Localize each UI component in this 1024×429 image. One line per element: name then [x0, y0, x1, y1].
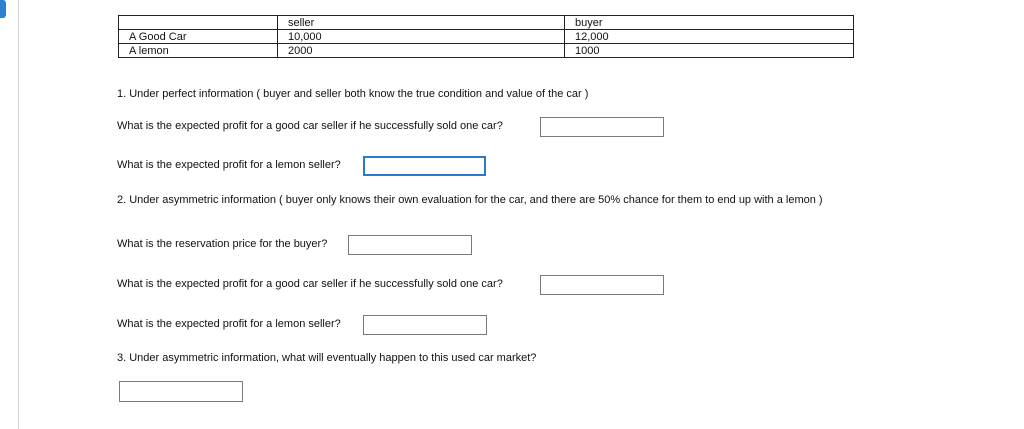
section2-heading: 2. Under asymmetric information ( buyer only knows their own evaluation for the car, and there are 50% chance for them to end up with a lemon ): [117, 194, 823, 206]
s1-lemon-profit-question: What is the expected profit for a lemon seller?: [117, 159, 341, 171]
table-header-buyer: buyer: [565, 16, 854, 30]
cut-off-text: [118, 0, 178, 2]
table-row: [119, 30, 854, 44]
s2-lemon-profit-input[interactable]: [363, 315, 487, 335]
row-label-lemon: A lemon: [119, 44, 278, 58]
s3-market-outcome-input[interactable]: [119, 381, 243, 402]
s2-reservation-price-input[interactable]: [348, 235, 472, 255]
s1-good-car-profit-input[interactable]: [540, 117, 664, 137]
good-car-buyer-value: 12,000: [565, 30, 854, 44]
car-value-table: [118, 15, 854, 58]
table-header-cell: [119, 16, 278, 30]
section3-heading: 3. Under asymmetric information, what will eventually happen to this used car market?: [117, 352, 537, 364]
table-row: [119, 44, 854, 58]
s2-lemon-profit-question: What is the expected profit for a lemon seller?: [117, 318, 341, 330]
s2-good-car-profit-input[interactable]: [540, 275, 664, 295]
table-header-row: [119, 16, 854, 30]
s2-good-car-profit-question: What is the expected profit for a good car seller if he successfully sold one car?: [117, 278, 503, 290]
s2-reservation-price-question: What is the reservation price for the buyer?: [117, 238, 328, 250]
s1-lemon-profit-input[interactable]: [363, 156, 486, 176]
section1-heading: 1. Under perfect information ( buyer and seller both know the true condition and value of the car ): [117, 88, 589, 100]
table-header-seller: seller: [278, 16, 565, 30]
lemon-buyer-value: 1000: [565, 44, 854, 58]
left-divider: [18, 0, 19, 429]
scroll-indicator[interactable]: [0, 0, 6, 18]
s1-good-car-profit-question: What is the expected profit for a good car seller if he successfully sold one car?: [117, 120, 503, 132]
row-label-good-car: A Good Car: [119, 30, 278, 44]
good-car-seller-value: 10,000: [278, 30, 565, 44]
lemon-seller-value: 2000: [278, 44, 565, 58]
